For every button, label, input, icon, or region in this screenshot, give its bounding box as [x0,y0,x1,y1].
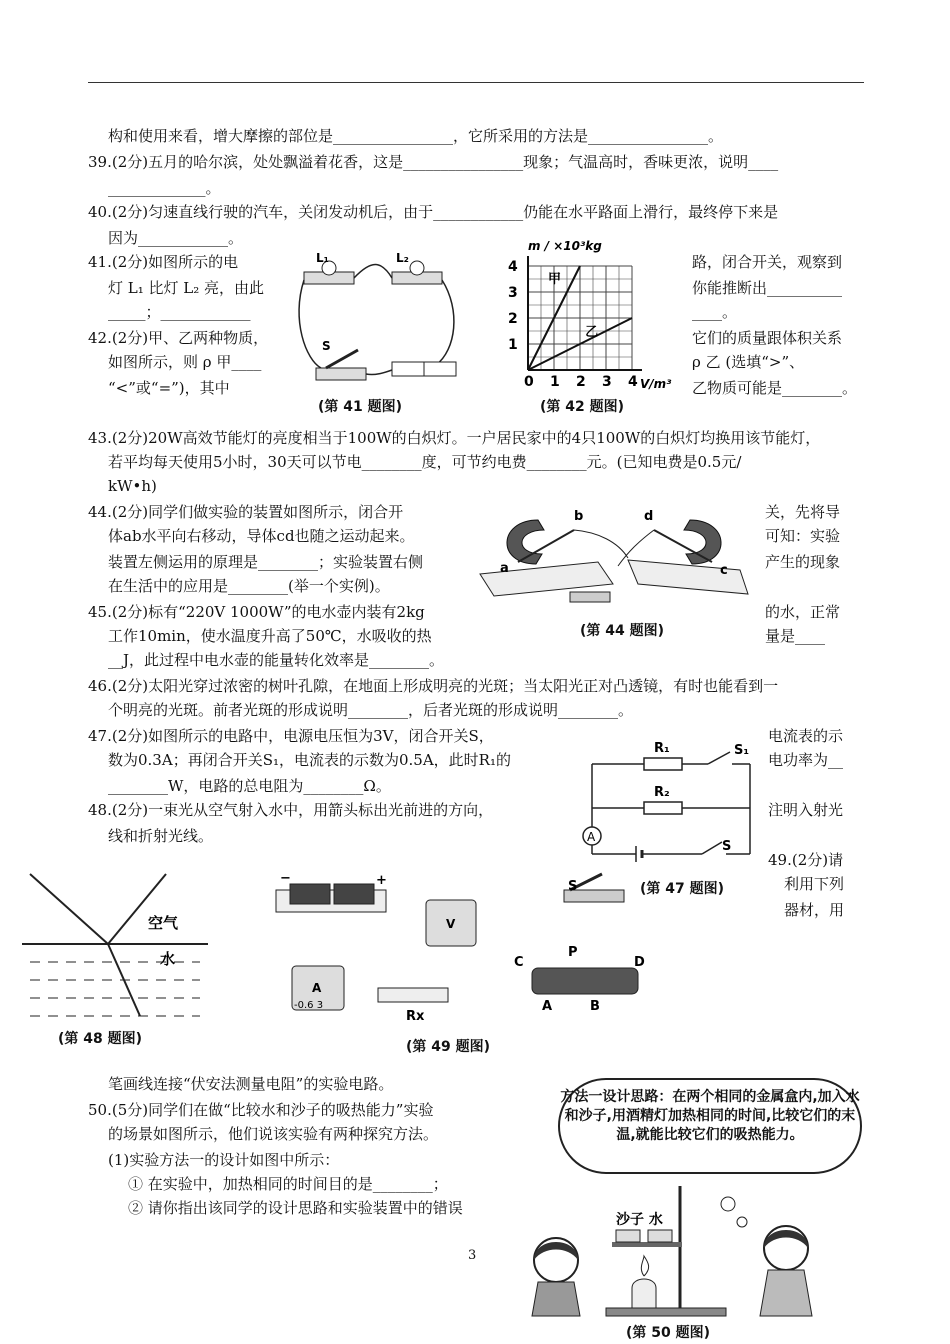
q41-right2: 你能推断出__________ [692,279,843,297]
label-s1: S₁ [734,743,750,758]
minus-label: − [280,871,291,886]
figure-50-apparatus [520,1176,860,1318]
q44-right1: 关，先将导 [765,503,841,521]
q47-line2: 数为0.3A；再闭合开关S₁，电流表的示数为0.5A，此时R₁的 [108,751,511,769]
q41-line1: 41.(2分)如图所示的电 [88,253,239,271]
q41-right3: ____。 [692,303,738,321]
q41-right1: 路，闭合开关，观察到 [692,253,843,271]
stand-base [606,1308,726,1316]
chart-grid [528,256,642,370]
q41-line2: 灯 L₁ 比灯 L₂ 亮，由此 [108,279,265,297]
figure-50-caption: (第 50 题图) [626,1325,711,1341]
shirt-icon [760,1270,812,1316]
x-tick-label: 0 [524,374,534,390]
header-rule [88,82,864,83]
q45-line1: 45.(2分)标有“220V 1000W”的电水壶内装有2kg [88,603,425,621]
figure-48-refraction [20,866,210,1026]
x-tick-label: 1 [550,374,560,390]
q43-line1: 43.(2分)20W高效节能灯的亮度相当于100W的白炽灯。一户居民家中的4只100W的白炽灯均换用该节能灯， [88,429,821,447]
wire [366,370,392,375]
x-tick-label: 4 [628,374,638,390]
switch-label: S [322,339,331,353]
ammeter-label: A [312,981,322,995]
figure-49-instruments [270,870,660,1030]
y-tick-label: 2 [508,311,518,327]
q47-right1: 电流表的示 [768,727,844,745]
q50-line4: ① 在实验中，加热相同的时间目的是________； [128,1175,448,1193]
x-tick-label: 3 [602,374,612,390]
label-c: c [720,563,728,578]
battery-icon [334,884,374,904]
q42-right1: 它们的质量跟体积关系 [692,329,843,347]
rheostat-c-label: C [514,955,524,970]
resistor-rx-icon [378,988,448,1002]
thought-dot [721,1197,735,1211]
plus-label: + [376,873,387,888]
figure-50-bubble: 方法一设计思路：在两个相同的金属盒内,加入水和沙子,用酒精灯加热相同的时间,比较它们的末温,就能比较它们的吸热能力。 [558,1078,862,1174]
q42-line2: 如图所示，则 ρ 甲____ [108,353,262,371]
label-s: S [722,839,732,854]
figure-44-apparatus [478,502,750,612]
q46-line2: 个明亮的光斑。前者光斑的形成说明________，后者光斑的形成说明________。 [108,701,634,719]
figure-47-caption: (第 47 题图) [640,881,725,897]
q41-line3: _____；____________ [108,303,251,321]
q39-line2: _____________。 [108,179,221,197]
figure-48-caption: (第 48 题图) [58,1031,143,1047]
label-d: d [644,509,654,524]
shirt-icon [532,1282,580,1316]
rheostat-icon [532,968,638,994]
q49-right1: 49.(2分)请 [768,851,844,869]
figure-44-caption: (第 44 题图) [580,623,665,639]
flame-icon [641,1256,648,1276]
chart-x-label: V/m³ [640,377,672,391]
q47-line3: ________W，电路的总电阻为________Ω。 [108,777,391,795]
resistor-r2 [644,802,682,814]
q50-line1: 50.(5分)同学们在做“比较水和沙子的吸热能力”实验 [88,1101,434,1119]
wire [574,530,654,566]
battery-icon [424,362,456,376]
air-label: 空气 [148,914,179,932]
page-number: 3 [468,1248,477,1263]
wire [354,265,392,279]
switch-s [702,842,722,854]
y-tick-label: 4 [508,259,518,275]
sand-box [616,1230,640,1242]
wire [436,280,454,365]
switch-lever [326,350,358,368]
q46-line1: 46.(2分)太阳光穿过浓密的树叶孔隙，在地面上形成明亮的光斑；当太阳光正对凸透镜，有时也能看到一 [88,677,779,695]
stand-ring [612,1242,682,1247]
switch-label: S [568,879,578,894]
lamp-l1-label: L₁ [316,251,329,265]
battery-icon [290,884,330,904]
q48-line1: 48.(2分)一束光从空气射入水中，用箭头标出光前进的方向， [88,801,494,819]
q45-line3: __J，此过程中电水壶的能量转化效率是________。 [108,651,445,669]
q50-line5: ② 请你指出该同学的设计思路和实验装置中的错误 [128,1199,463,1217]
switch-base [316,368,366,380]
q43-line2: 若平均每天使用5小时，30天可以节电________度，可节约电费________元。(已知电费是0.5元/ [108,453,742,471]
rheostat-p-label: P [568,945,578,960]
q50-line2: 的场景如图所示，他们说该实验有两种探究方法。 [108,1125,439,1143]
resistor-r1 [644,758,682,770]
q45-right1: 的水，正常 [765,603,841,621]
q49-right2: 利用下列 [784,875,845,893]
ammeter-label: A [587,830,596,844]
rheostat-a-label: A [542,999,553,1014]
y-tick-label: 3 [508,285,518,301]
q49-right3: 器材，用 [784,901,845,919]
switch-icon [570,592,610,602]
q38-tail: 构和使用来看，增大摩擦的部位是________________，它所采用的方法是________________。 [108,127,724,145]
label-a: a [500,561,509,576]
figure-47-circuit [578,738,764,870]
q42-right3: 乙物质可能是________。 [692,379,858,397]
thought-dot [737,1217,747,1227]
water-label: 水 [160,950,176,968]
q42-line3: “<”或“=”)，其中 [108,379,230,397]
q40-line2: 因为____________。 [108,229,244,247]
switch-s1 [708,752,730,764]
q40-line1: 40.(2分)匀速直线行驶的汽车，关闭发动机后，由于____________仍能在水平路面上滑行，最终停下来是 [88,203,779,221]
y-tick-label: 1 [508,337,518,353]
figure-42-caption: (第 42 题图) [540,399,625,415]
q48-right1: 注明入射光 [768,801,844,819]
figure-41-caption: (第 41 题图) [318,399,403,415]
rheostat-d-label: D [634,955,645,970]
chart-y-label: m / ×10³kg [528,239,602,253]
ray-line [108,874,166,944]
q47-line1: 47.(2分)如图所示的电路中，电源电压恒为3V，闭合开关S， [88,727,494,745]
q45-line2: 工作10min，使水温度升高了50℃，水吸收的热 [108,627,432,645]
q43-line3: kW•h) [108,477,157,495]
figure-41-circuit [296,250,472,420]
label-r1: R₁ [654,741,670,756]
ammeter-scale: -0.6 3 [294,1000,324,1011]
q50-line3: (1)实验方法一的设计如图中所示： [108,1151,340,1169]
q44-line4: 在生活中的应用是________(举一个实例)。 [108,577,390,595]
q39-line1: 39.(2分)五月的哈尔滨，处处飘溢着花香，这是________________现象；气温高时，香味更浓，说明____ [88,153,779,171]
figure-42-chart [498,236,678,396]
q47-right2: 电功率为__ [768,751,844,769]
label-b: b [574,509,584,524]
series-label-2: 乙 [585,325,599,341]
alcohol-lamp-icon [632,1279,656,1308]
figure-49-caption: (第 49 题图) [406,1039,491,1055]
q42-line1: 42.(2分)甲、乙两种物质， [88,329,269,347]
q44-line3: 装置左侧运用的原理是________；实验装置右侧 [108,553,424,571]
q49-tail: 笔画线连接“伏安法测量电阻”的实验电路。 [108,1075,394,1093]
wire [299,280,321,368]
series-label-1: 甲 [548,272,562,287]
q44-right3: 产生的现象 [765,553,841,571]
q44-line2: 体ab水平向右移动，导体cd也随之运动起来。 [108,527,415,545]
rx-label: Rx [406,1009,425,1024]
q44-right2: 可知：实验 [765,527,841,545]
water-box [648,1230,672,1242]
fig50-label: 沙子 水 [616,1212,663,1228]
ray-line [30,874,108,944]
lamp-l2-label: L₂ [396,251,409,265]
board-right [628,560,748,594]
lamp-l2-icon [410,261,424,275]
label-r2: R₂ [654,785,670,800]
voltmeter-label: V [446,917,456,931]
q42-right2: ρ 乙 (选填“>”、 [692,353,805,371]
q44-line1: 44.(2分)同学们做实验的装置如图所示，闭合开 [88,503,404,521]
q48-line2: 线和折射光线。 [108,827,214,845]
q45-right2: 量是____ [765,627,826,645]
rheostat-b-label: B [590,999,600,1014]
x-tick-label: 2 [576,374,586,390]
battery-icon [392,362,424,376]
